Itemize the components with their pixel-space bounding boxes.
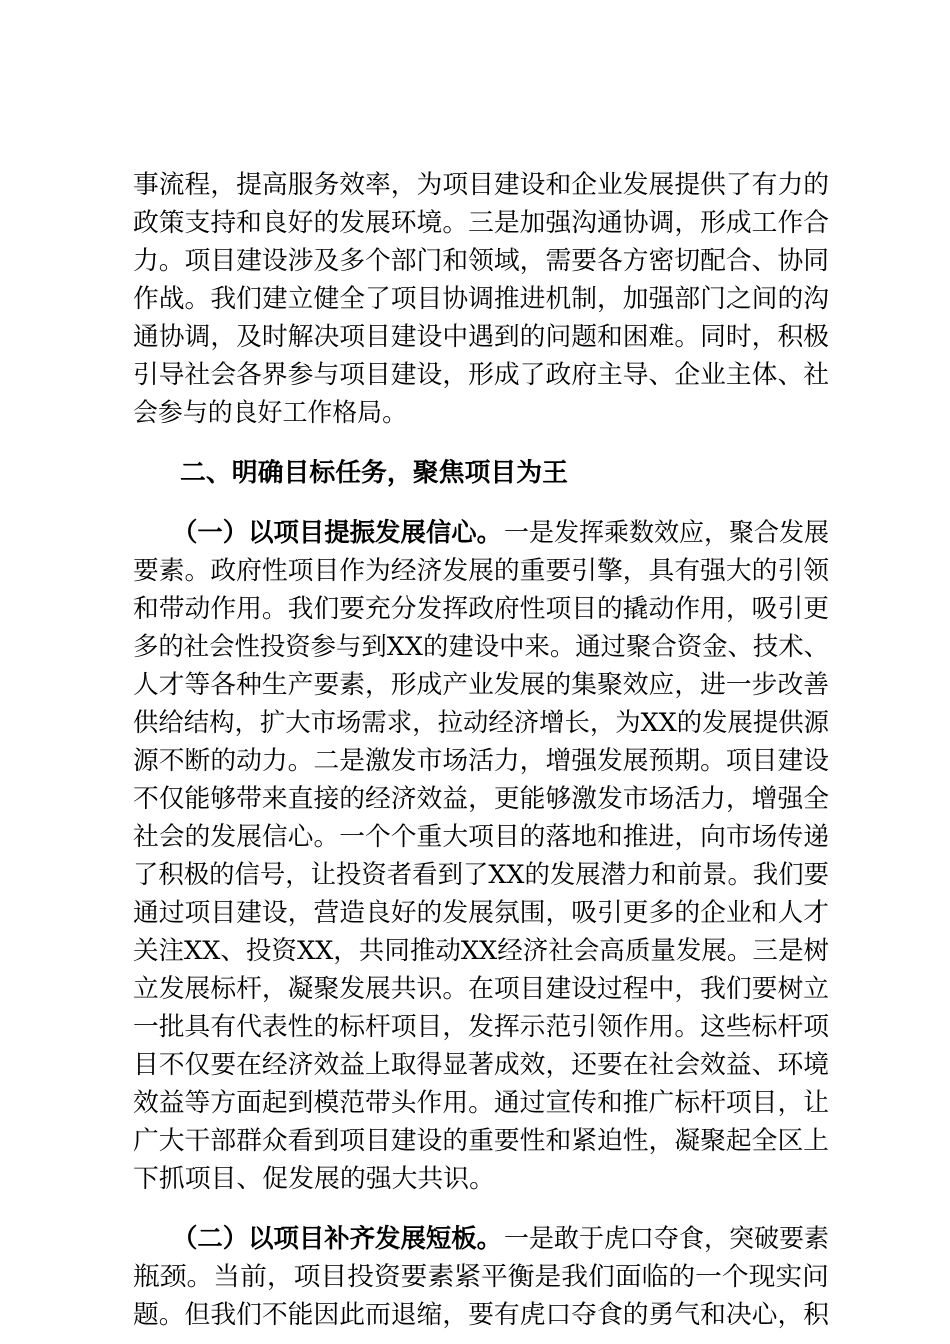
body-line bbox=[0, 166, 950, 204]
line-text: 瓶颈。当前，项目投资要素紧平衡是我们面临的一个现实问 bbox=[133, 1262, 829, 1292]
line-text: 和带动作用。我们要充分发挥政府性项目的撬动作用，吸引更 bbox=[133, 594, 830, 624]
body-line bbox=[0, 318, 950, 356]
subsection-title: （一）以项目提振发展信心。 bbox=[172, 518, 502, 548]
line-text: 关注XX、投资XX，共同推动XX经济社会高质量发展。三是树 bbox=[133, 936, 829, 966]
line-text: 多的社会性投资参与到XX的建设中来。通过聚合资金、技术、 bbox=[133, 632, 830, 662]
body-line bbox=[0, 590, 950, 628]
body-line bbox=[0, 356, 950, 394]
line-text: 力。项目建设涉及多个部门和领域，需要各方密切配合、协同 bbox=[133, 246, 830, 276]
line-text: 通协调，及时解决项目建设中遇到的问题和困难。同时，积极 bbox=[133, 322, 830, 352]
body-line bbox=[0, 932, 950, 970]
body-line bbox=[0, 970, 950, 1008]
line-text: 社会的发展信心。一个个重大项目的落地和推进，向市场传递 bbox=[133, 822, 830, 852]
line-text: 源不断的动力。二是激发市场活力，增强发展预期。项目建设 bbox=[133, 746, 830, 776]
line-text: 立发展标杆，凝聚发展共识。在项目建设过程中，我们要树立 bbox=[133, 974, 830, 1004]
line-text: 要素。政府性项目作为经济发展的重要引擎，具有强大的引领 bbox=[133, 556, 830, 586]
line-text: 人才等各种生产要素，形成产业发展的集聚效应，进一步改善 bbox=[133, 670, 830, 700]
body-line bbox=[0, 742, 950, 780]
line-text: 题。但我们不能因此而退缩，要有虎口夺食的勇气和决心，积 bbox=[133, 1300, 830, 1330]
body-line bbox=[0, 280, 950, 318]
line-text: 供给结构，扩大市场需求，拉动经济增长，为XX的发展提供源 bbox=[133, 708, 830, 738]
body-line bbox=[0, 780, 950, 818]
body-line bbox=[0, 1160, 950, 1198]
body-line bbox=[0, 394, 950, 432]
line-text: 一是敢于虎口夺食，突破要素 bbox=[504, 1224, 829, 1254]
line-text: 会参与的良好工作格局。 bbox=[133, 398, 408, 428]
body-line bbox=[0, 242, 950, 280]
paragraph-first-line bbox=[0, 1220, 950, 1258]
body-line bbox=[0, 552, 950, 590]
body-line bbox=[0, 818, 950, 856]
body-line bbox=[0, 1296, 950, 1334]
line-text: 政策支持和良好的发展环境。三是加强沟通协调，形成工作合 bbox=[133, 208, 830, 238]
line-text: 一批具有代表性的标杆项目，发挥示范引领作用。这些标杆项 bbox=[133, 1012, 830, 1042]
body-line bbox=[0, 1122, 950, 1160]
line-text: 了积极的信号，让投资者看到了XX的发展潜力和前景。我们要 bbox=[133, 860, 830, 890]
body-line bbox=[0, 628, 950, 666]
line-text: 不仅能够带来直接的经济效益，更能够激发市场活力，增强全 bbox=[133, 784, 830, 814]
body-line bbox=[0, 1084, 950, 1122]
line-text: 广大干部群众看到项目建设的重要性和紧迫性，凝聚起全区上 bbox=[133, 1126, 830, 1156]
body-line bbox=[0, 666, 950, 704]
body-line bbox=[0, 894, 950, 932]
line-text: 作战。我们建立健全了项目协调推进机制，加强部门之间的沟 bbox=[133, 284, 830, 314]
line-text: 一是发挥乘数效应，聚合发展 bbox=[504, 518, 829, 548]
heading-text: 二、明确目标任务，聚焦项目为王 bbox=[180, 458, 568, 488]
line-text: 事流程，提高服务效率，为项目建设和企业发展提供了有力的 bbox=[133, 170, 830, 200]
body-line bbox=[0, 1258, 950, 1296]
body-line bbox=[0, 204, 950, 242]
body-line bbox=[0, 856, 950, 894]
body-line bbox=[0, 704, 950, 742]
body-line bbox=[0, 1046, 950, 1084]
line-text: 通过项目建设，营造良好的发展氛围，吸引更多的企业和人才 bbox=[133, 898, 830, 928]
paragraph-first-line bbox=[0, 514, 950, 552]
line-text: 效益等方面起到模范带头作用。通过宣传和推广标杆项目，让 bbox=[133, 1088, 830, 1118]
line-text: 目不仅要在经济效益上取得显著成效，还要在社会效益、环境 bbox=[133, 1050, 830, 1080]
line-text: 引导社会各界参与项目建设，形成了政府主导、企业主体、社 bbox=[133, 360, 830, 390]
body-line bbox=[0, 1008, 950, 1046]
line-text: 下抓项目、促发展的强大共识。 bbox=[133, 1164, 496, 1194]
subsection-title: （二）以项目补齐发展短板。 bbox=[172, 1224, 502, 1254]
section-heading bbox=[0, 454, 950, 492]
